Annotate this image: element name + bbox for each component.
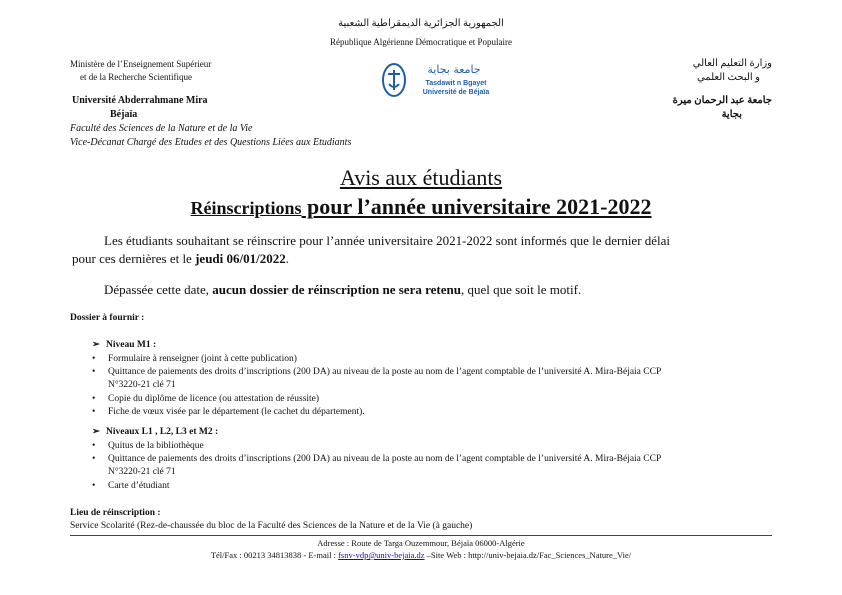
notice-title: Avis aux étudiants bbox=[339, 165, 503, 190]
logo-french-text: Université de Béjaïa bbox=[422, 89, 490, 96]
bullet-icon: • bbox=[92, 394, 96, 404]
vice-deanate-name: Vice-Décanat Chargé des Etudes et des Questions Liées aux Etudiants bbox=[70, 137, 352, 148]
bullet-icon: • bbox=[92, 407, 96, 417]
footer-divider bbox=[70, 535, 772, 536]
list-item: • Quittance de paiements des droits d’inscriptions (200 DA) au niveau de la poste au nom de l’agent comptable de l’université A. Mira-Béjaia CCP bbox=[92, 454, 662, 464]
bullet-icon: • bbox=[92, 367, 96, 377]
arrow-bullet-icon: ➢ bbox=[92, 340, 100, 350]
email-link[interactable]: fsnv-vdp@univ-bejaia.dz bbox=[338, 550, 425, 560]
paragraph-2: Dépassée cette date, aucun dossier de réinscription ne sera retenu, quel que soit le motif. bbox=[104, 282, 582, 297]
bullet-icon: • bbox=[92, 441, 96, 451]
paragraph-1-line-2: pour ces dernières et le jeudi 06/01/2022. bbox=[72, 251, 289, 266]
list-item: • Copie du diplôme de licence (ou attestation de réussite) bbox=[92, 394, 320, 404]
list-item: • Fiche de vœux visée par le département (le cachet du département). bbox=[92, 407, 365, 417]
notice-subtitle bbox=[0, 194, 842, 220]
list-item-continuation: N°3220-21 clé 71 bbox=[108, 380, 176, 390]
arabic-republic-title: الجمهورية الجزائرية الديمقراطية الشعبية bbox=[338, 18, 504, 29]
ministry-line-1: Ministère de l’Enseignement Supérieur bbox=[70, 59, 212, 69]
logo-arabic-text: جامعة بجاية bbox=[427, 63, 481, 76]
logo-berber-text: Tasdawit n Bgayet bbox=[425, 80, 487, 87]
university-name-line-1: Université Abderrahmane Mira bbox=[72, 95, 208, 106]
arrow-bullet-icon: ➢ bbox=[92, 427, 100, 437]
subtitle-reinscriptions: Réinscriptions bbox=[190, 198, 302, 218]
bullet-icon: • bbox=[92, 481, 96, 491]
bullet-icon: • bbox=[92, 354, 96, 364]
ministry-line-2: et de la Recherche Scientifique bbox=[80, 72, 192, 82]
footer-address: Adresse : Route de Targa Ouzemmour, Béjaïa 06000-Algérie bbox=[317, 538, 525, 548]
university-logo-emblem-icon bbox=[380, 60, 510, 100]
no-reinscription-warning: aucun dossier de réinscription ne sera retenu bbox=[212, 282, 461, 297]
list-item-continuation: N°3220-21 clé 71 bbox=[108, 467, 176, 477]
level-m1-heading: ➢ Niveau M1 : bbox=[92, 340, 157, 350]
university-logo bbox=[380, 60, 510, 100]
arabic-ministry-line-2: و البحث العلمي bbox=[696, 72, 760, 83]
list-item: • Formulaire à renseigner (joint à cette publication) bbox=[92, 354, 297, 364]
arabic-university-line-2: بجاية bbox=[721, 109, 742, 120]
lieu-heading: Lieu de réinscription : bbox=[70, 508, 161, 518]
list-item: • Carte d’étudiant bbox=[92, 481, 170, 491]
faculty-name: Faculté des Sciences de la Nature et de la Vie bbox=[70, 123, 253, 134]
subtitle-year: pour l’année universitaire 2021-2022 bbox=[301, 194, 652, 219]
bullet-icon: • bbox=[92, 454, 96, 464]
list-item: • Quittance de paiements des droits d’inscriptions (200 DA) au niveau de la poste au nom de l’agent comptable de l’université A. Mira-Béjaia CCP bbox=[92, 367, 662, 377]
republic-title: République Algérienne Démocratique et Populaire bbox=[330, 37, 512, 47]
paragraph-1-line-1: Les étudiants souhaitant se réinscrire pour l’année universitaire 2021-2022 sont informés que le dernier délai bbox=[104, 233, 671, 248]
footer-contact: Tél/Fax : 00213 34813838 - E-mail : fsnv-vdp@univ-bejaia.dz –Site Web : http://univ-bejaia.dz/Fac_Sciences_Nature_Vie/ bbox=[210, 550, 632, 560]
lieu-text: Service Scolarité (Rez-de-chaussée du bloc de la Faculté des Sciences de la Nature et de la Vie (à gauche) bbox=[70, 521, 473, 531]
level-l-heading: ➢ Niveaux L1 , L2, L3 et M2 : bbox=[92, 427, 219, 437]
arabic-ministry-line-1: وزارة التعليم العالي bbox=[692, 58, 772, 69]
dossier-heading: Dossier à fournir : bbox=[70, 313, 145, 323]
list-item: • Quitus de la bibliothèque bbox=[92, 441, 204, 451]
university-name-line-2: Béjaïa bbox=[110, 109, 138, 120]
arabic-university-line-1: جامعة عبد الرحمان ميرة bbox=[672, 95, 772, 106]
deadline-date: jeudi 06/01/2022 bbox=[195, 251, 286, 266]
